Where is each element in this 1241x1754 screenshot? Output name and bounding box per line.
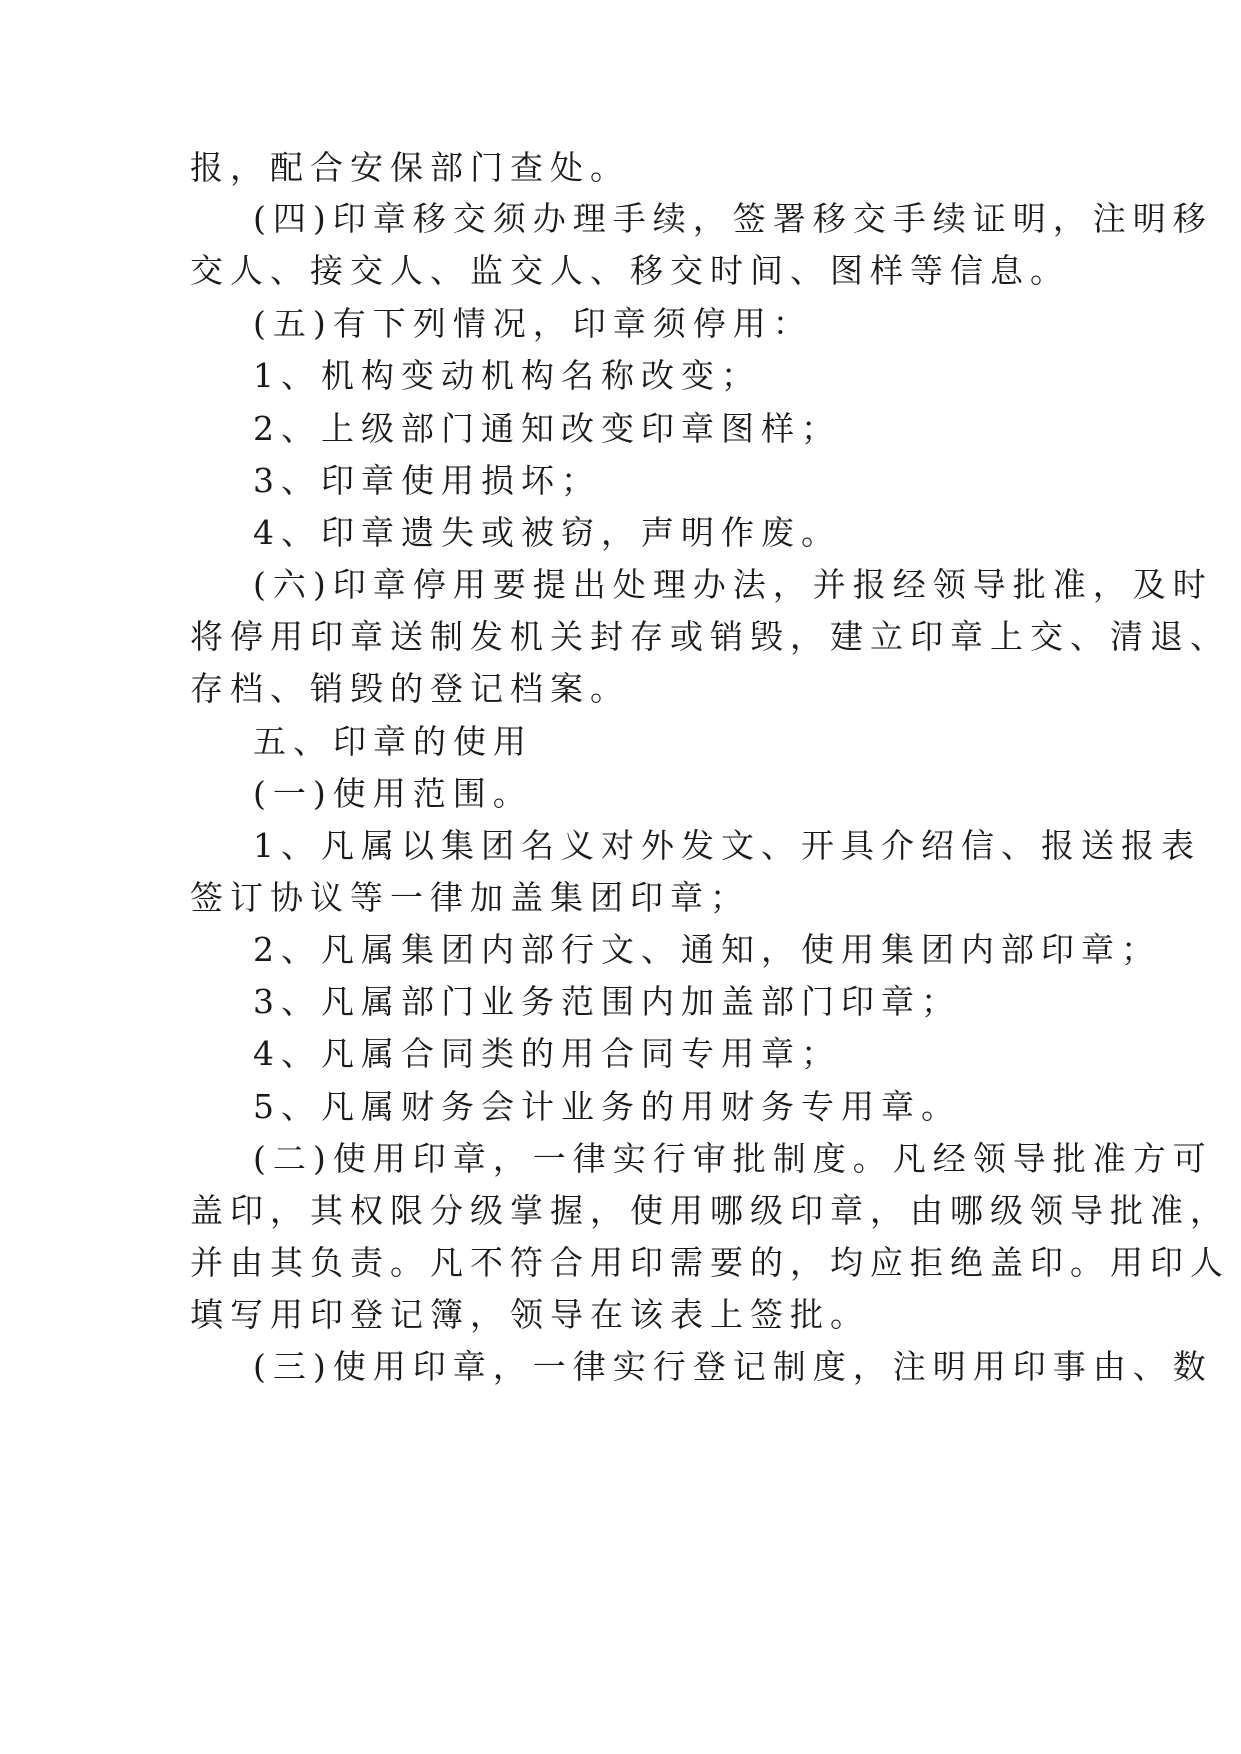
text-line-17: 3、凡属部门业务范围内加盖部门印章； bbox=[253, 982, 961, 1021]
text-line-19: 5、凡属财务会计业务的用财务专用章。 bbox=[253, 1087, 961, 1126]
text-line-8: 4、印章遗失或被窃，声明作废。 bbox=[253, 513, 841, 552]
text-line-4: (五)有下列情况，印章须停用： bbox=[253, 304, 813, 343]
text-line-15: 签订协议等一律加盖集团印章； bbox=[190, 878, 750, 917]
text-line-16: 2、凡属集团内部行文、通知，使用集团内部印章； bbox=[253, 930, 1161, 969]
text-line-3: 交人、接交人、监交人、移交时间、图样等信息。 bbox=[190, 251, 1070, 290]
text-line-18: 4、凡属合同类的用合同专用章； bbox=[253, 1034, 841, 1073]
text-line-21: 盖印，其权限分级掌握，使用哪级印章，由哪级领导批准， bbox=[190, 1191, 1230, 1230]
text-line-20: (二)使用印章，一律实行审批制度。凡经领导批准方可 bbox=[253, 1139, 1213, 1178]
text-line-11: 存档、销毁的登记档案。 bbox=[190, 669, 630, 708]
text-line-13: (一)使用范围。 bbox=[253, 774, 533, 813]
text-line-10: 将停用印章送制发机关封存或销毁，建立印章上交、清退、 bbox=[190, 617, 1230, 656]
text-line-23: 填写用印登记簿，领导在该表上签批。 bbox=[190, 1295, 870, 1334]
text-line-5: 1、机构变动机构名称改变； bbox=[253, 356, 761, 395]
text-line-7: 3、印章使用损坏； bbox=[253, 461, 601, 500]
text-line-14: 1、凡属以集团名义对外发文、开具介绍信、报送报表 bbox=[253, 826, 1201, 865]
text-line-24: (三)使用印章，一律实行登记制度，注明用印事由、数 bbox=[253, 1347, 1213, 1386]
text-line-6: 2、上级部门通知改变印章图样； bbox=[253, 409, 841, 448]
text-line-22: 并由其负责。凡不符合用印需要的，均应拒绝盖印。用印人 bbox=[190, 1243, 1230, 1282]
text-line-12: 五、印章的使用 bbox=[253, 722, 533, 761]
text-line-2: (四)印章移交须办理手续，签署移交手续证明，注明移 bbox=[253, 199, 1213, 238]
text-line-1: 报，配合安保部门查处。 bbox=[190, 148, 630, 187]
text-line-9: (六)印章停用要提出处理办法，并报经领导批准，及时 bbox=[253, 565, 1213, 604]
